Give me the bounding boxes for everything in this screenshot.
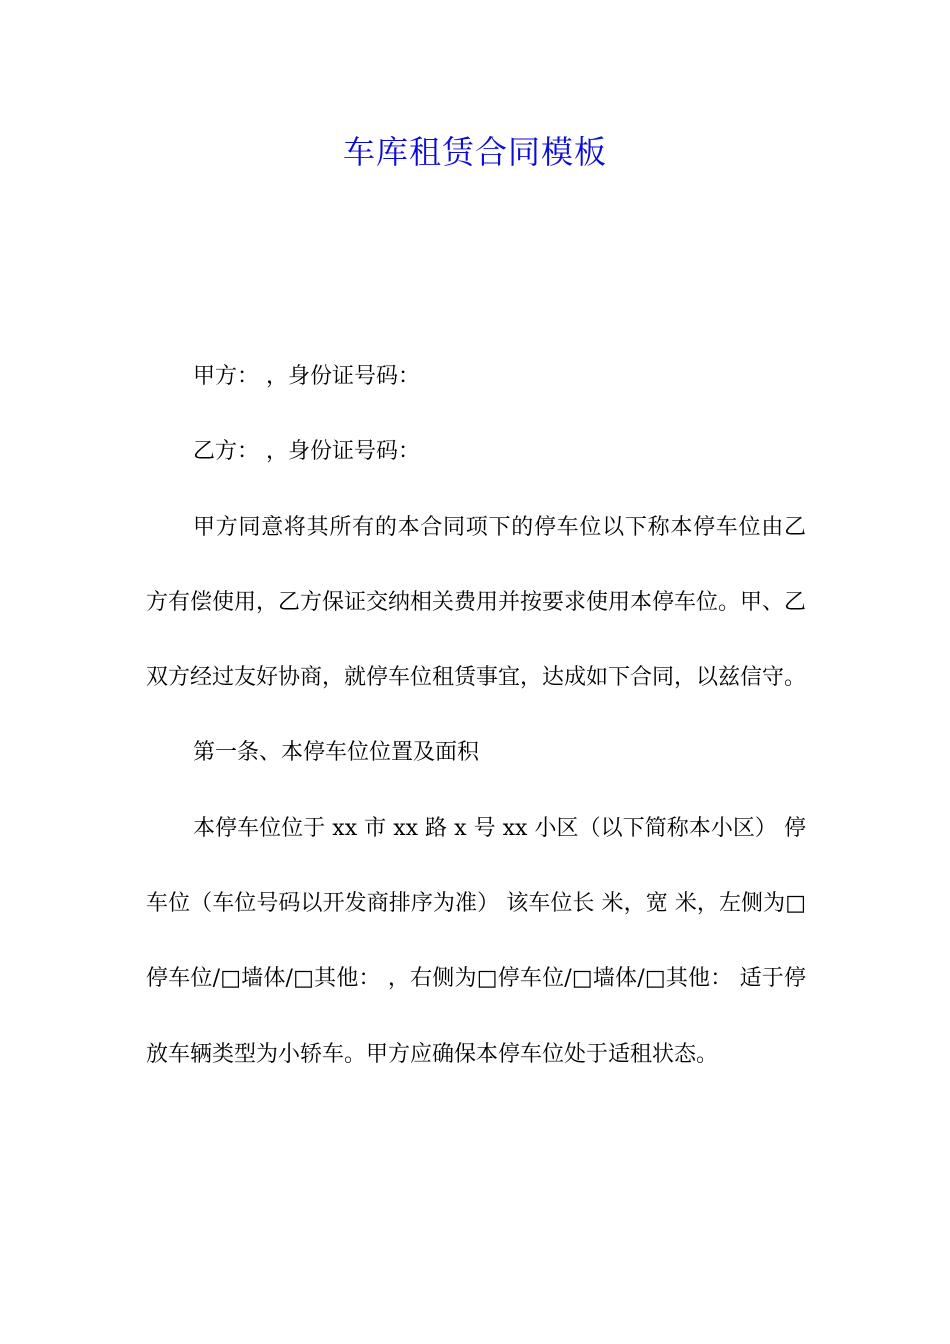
article-one-heading: 第一条、本停车位位置及面积 xyxy=(193,740,480,766)
party-a-line: 甲方： ，身份证号码： xyxy=(193,364,420,389)
document-title: 车库租赁合同模板 xyxy=(342,133,607,171)
agreement-intro-paragraph: 甲方同意将其所有的本合同项下的停车位以下称本停车位由乙方有偿使用，乙方保证交纳相关费用并按要求使用本停车位。甲、乙双方经过友好协商，就停车位租赁事宜，达成如下合同，以兹信守。 xyxy=(146,514,807,691)
parking-location-paragraph: 本停车位位于 xx 市 xx 路 x 号 xx 小区（以下简称本小区） 停车位（车位号码以开发商排序为准） 该车位长 米，宽 米，左侧为□停车位/□墙体/□其他： ，右侧为□停车位/□墙体/□其他： 适于停放车辆类型为小轿车。甲方应确保本停车位处于适租状态。 xyxy=(146,815,806,1067)
party-b-line: 乙方： ，身份证号码： xyxy=(193,439,420,465)
document-body xyxy=(146,339,806,1092)
